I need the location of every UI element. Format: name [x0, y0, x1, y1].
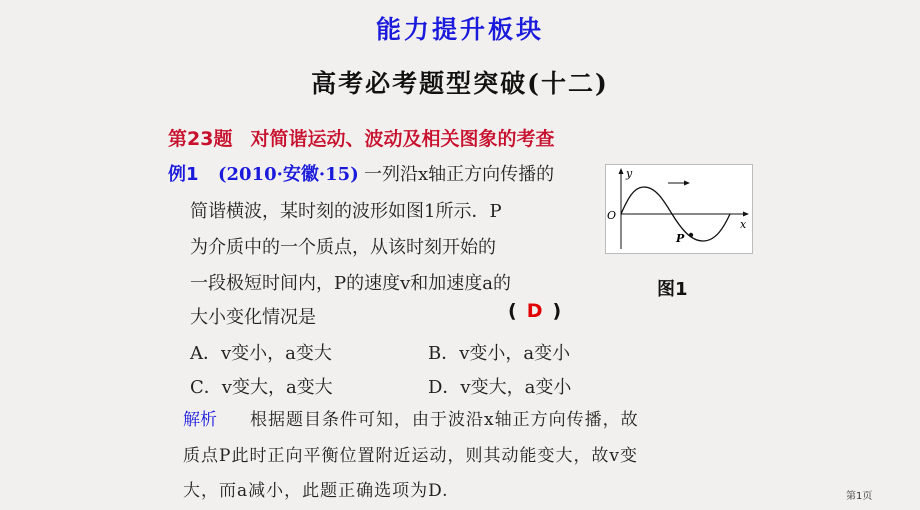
y-axis-arrow [619, 168, 624, 174]
example-source: (2010·安徽·15) [218, 164, 359, 185]
y-axis-label: y [626, 167, 633, 180]
x-axis-label: x [740, 218, 747, 231]
origin-label: O [607, 209, 617, 222]
wave-figure [605, 164, 753, 254]
explanation-label: 解析 [183, 410, 217, 430]
page-number: 第1页 [846, 491, 873, 502]
point-p-dot [689, 233, 693, 237]
explanation-line-1: 根据题目条件可知，由于波沿x轴正方向传播，故 [250, 410, 639, 430]
wave-diagram [606, 165, 752, 253]
explanation-line-2: 质点P此时正向平衡位置附近运动，则其动能变大，故v变 [183, 446, 639, 466]
answer-close-paren: ) [552, 300, 562, 322]
option-c: C．v变大，a变大 [190, 377, 333, 398]
option-b: B．v变小，a变小 [428, 343, 571, 364]
answer-value: D [526, 300, 543, 322]
explanation-line-3: 大，而a减小，此题正确选项为D. [183, 481, 449, 501]
question-topic: 对简谐运动、波动及相关图象的考查 [250, 128, 555, 150]
example-line-4: 一段极短时间内，P的速度v和加速度a的 [190, 273, 512, 294]
answer-open-paren: ( [508, 300, 517, 322]
point-p-label: P [676, 232, 685, 245]
page-title: 高考必考题型突破(十二) [311, 69, 609, 98]
option-d: D．v变大，a变小 [428, 377, 572, 398]
question-number: 第23题 [168, 128, 233, 150]
example-line-1: 一列沿x轴正方向传播的 [364, 164, 555, 185]
example-label: 例1 [168, 164, 199, 185]
x-axis-arrow [743, 212, 749, 217]
direction-arrow-head [684, 181, 690, 186]
question-heading [168, 124, 554, 151]
example-line-3: 为介质中的一个质点，从该时刻开始的 [190, 237, 496, 258]
example-line-5: 大小变化情况是 [190, 307, 316, 328]
answer-blank [508, 300, 561, 322]
section-title: 能力提升板块 [375, 15, 544, 44]
option-a: A．v变小，a变大 [190, 343, 332, 364]
example-line-2: 简谐横波，某时刻的波形如图1所示．P [190, 201, 502, 222]
figure-caption: 图1 [657, 279, 688, 300]
